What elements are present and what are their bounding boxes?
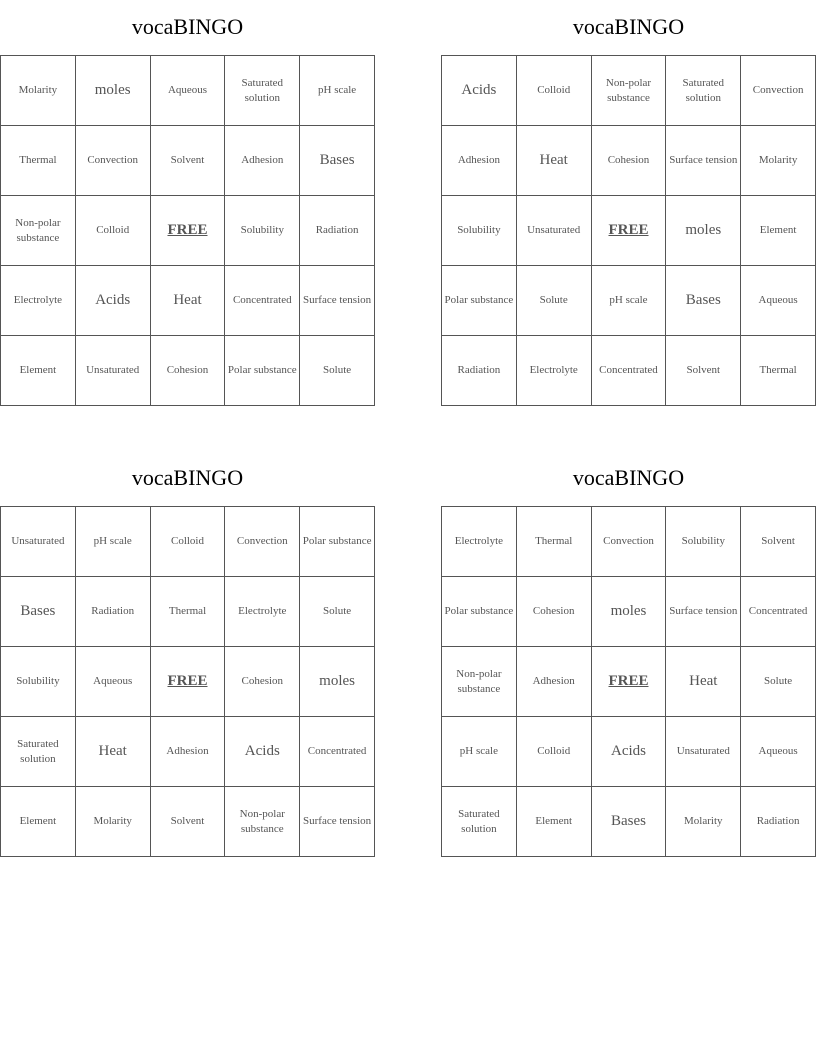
grid-row [1, 507, 375, 577]
grid-cell: Concentrated [300, 717, 375, 787]
grid-cell: Colloid [516, 717, 591, 787]
grid-cell: Radiation [442, 336, 517, 406]
grid-cell: Bases [591, 787, 666, 857]
grid-row [442, 647, 816, 717]
grid-row [442, 126, 816, 196]
bingo-card-3 [0, 458, 375, 857]
grid-cell: pH scale [591, 266, 666, 336]
grid-cell: Solute [516, 266, 591, 336]
grid-cell: Molarity [666, 787, 741, 857]
grid-row [442, 787, 816, 857]
free-space: FREE [150, 647, 225, 717]
bingo-card-2 [441, 7, 816, 406]
card-title: vocaBINGO [131, 465, 244, 490]
grid-cell: Bases [300, 126, 375, 196]
grid-row [442, 717, 816, 787]
grid-cell: Aqueous [741, 717, 816, 787]
grid-cell: Concentrated [591, 336, 666, 406]
grid-cell: Saturated solution [225, 56, 300, 126]
grid-cell: Element [1, 787, 76, 857]
grid-row [442, 577, 816, 647]
grid-cell: Colloid [150, 507, 225, 577]
grid-row [1, 787, 375, 857]
grid-cell: Heat [75, 717, 150, 787]
grid-cell: Non-polar substance [1, 196, 76, 266]
grid-cell: Solubility [1, 647, 76, 717]
grid-cell: Aqueous [75, 647, 150, 717]
grid-cell: Cohesion [150, 336, 225, 406]
grid-cell: Adhesion [516, 647, 591, 717]
bingo-card-1 [0, 7, 375, 406]
grid-cell: Adhesion [442, 126, 517, 196]
grid-cell: Thermal [1, 126, 76, 196]
grid-cell: Cohesion [225, 647, 300, 717]
grid-row [1, 266, 375, 336]
grid-cell: Unsaturated [516, 196, 591, 266]
grid-cell: Element [741, 196, 816, 266]
grid-cell: Unsaturated [666, 717, 741, 787]
grid-cell: Heat [150, 266, 225, 336]
grid-cell: Acids [442, 56, 517, 126]
grid-cell: Electrolyte [442, 507, 517, 577]
grid-cell: Thermal [741, 336, 816, 406]
grid-cell: Concentrated [741, 577, 816, 647]
grid-cell: Polar substance [442, 266, 517, 336]
grid-cell: Polar substance [300, 507, 375, 577]
bingo-grid [441, 55, 816, 406]
grid-cell: Convection [225, 507, 300, 577]
grid-row [442, 266, 816, 336]
grid-row [442, 56, 816, 126]
grid-row [442, 507, 816, 577]
grid-cell: Polar substance [225, 336, 300, 406]
grid-cell: moles [666, 196, 741, 266]
grid-cell: Cohesion [591, 126, 666, 196]
grid-cell: Non-polar substance [442, 647, 517, 717]
grid-cell: Electrolyte [516, 336, 591, 406]
grid-cell: Solubility [225, 196, 300, 266]
grid-cell: Solvent [150, 126, 225, 196]
grid-cell: Surface tension [300, 787, 375, 857]
grid-cell: Radiation [741, 787, 816, 857]
grid-cell: Aqueous [741, 266, 816, 336]
grid-cell: pH scale [300, 56, 375, 126]
card-title: vocaBINGO [572, 465, 685, 490]
grid-cell: Adhesion [150, 717, 225, 787]
grid-row [1, 126, 375, 196]
grid-cell: Surface tension [666, 577, 741, 647]
grid-cell: Element [516, 787, 591, 857]
bingo-card-4 [441, 458, 816, 857]
card-title: vocaBINGO [572, 14, 685, 39]
grid-cell: Non-polar substance [225, 787, 300, 857]
grid-cell: Solvent [666, 336, 741, 406]
grid-cell: Element [1, 336, 76, 406]
grid-row [1, 196, 375, 266]
grid-cell: Convection [591, 507, 666, 577]
grid-cell: Convection [75, 126, 150, 196]
grid-cell: Radiation [75, 577, 150, 647]
grid-cell: Solubility [666, 507, 741, 577]
grid-cell: Solvent [150, 787, 225, 857]
bingo-grid [0, 506, 375, 857]
grid-cell: Solute [741, 647, 816, 717]
grid-cell: moles [591, 577, 666, 647]
grid-cell: Acids [591, 717, 666, 787]
grid-cell: Thermal [516, 507, 591, 577]
grid-cell: Acids [225, 717, 300, 787]
grid-cell: Heat [516, 126, 591, 196]
grid-cell: Molarity [741, 126, 816, 196]
grid-row [1, 577, 375, 647]
grid-row [1, 336, 375, 406]
bingo-grid [0, 55, 375, 406]
grid-cell: Acids [75, 266, 150, 336]
grid-cell: Aqueous [150, 56, 225, 126]
grid-cell: Electrolyte [225, 577, 300, 647]
grid-cell: Molarity [75, 787, 150, 857]
grid-cell: Solubility [442, 196, 517, 266]
free-space: FREE [150, 196, 225, 266]
grid-row [442, 336, 816, 406]
grid-cell: Unsaturated [75, 336, 150, 406]
grid-cell: Bases [1, 577, 76, 647]
grid-cell: Colloid [516, 56, 591, 126]
grid-cell: Thermal [150, 577, 225, 647]
bingo-grid [441, 506, 816, 857]
grid-cell: pH scale [442, 717, 517, 787]
grid-row [1, 717, 375, 787]
free-space: FREE [591, 647, 666, 717]
grid-cell: Colloid [75, 196, 150, 266]
free-space: FREE [591, 196, 666, 266]
grid-cell: Saturated solution [1, 717, 76, 787]
grid-row [1, 647, 375, 717]
grid-cell: Molarity [1, 56, 76, 126]
grid-cell: Adhesion [225, 126, 300, 196]
grid-row [442, 196, 816, 266]
grid-cell: Concentrated [225, 266, 300, 336]
grid-cell: Surface tension [300, 266, 375, 336]
grid-cell: Cohesion [516, 577, 591, 647]
grid-cell: moles [300, 647, 375, 717]
grid-cell: Solute [300, 577, 375, 647]
grid-cell: Saturated solution [442, 787, 517, 857]
grid-cell: Saturated solution [666, 56, 741, 126]
grid-cell: Radiation [300, 196, 375, 266]
grid-cell: pH scale [75, 507, 150, 577]
grid-cell: Polar substance [442, 577, 517, 647]
grid-cell: Surface tension [666, 126, 741, 196]
grid-cell: Unsaturated [1, 507, 76, 577]
grid-cell: Bases [666, 266, 741, 336]
grid-cell: Convection [741, 56, 816, 126]
grid-cell: Heat [666, 647, 741, 717]
grid-cell: Electrolyte [1, 266, 76, 336]
card-title: vocaBINGO [131, 14, 244, 39]
grid-cell: Non-polar substance [591, 56, 666, 126]
grid-row [1, 56, 375, 126]
grid-cell: Solute [300, 336, 375, 406]
grid-cell: Solvent [741, 507, 816, 577]
grid-cell: moles [75, 56, 150, 126]
